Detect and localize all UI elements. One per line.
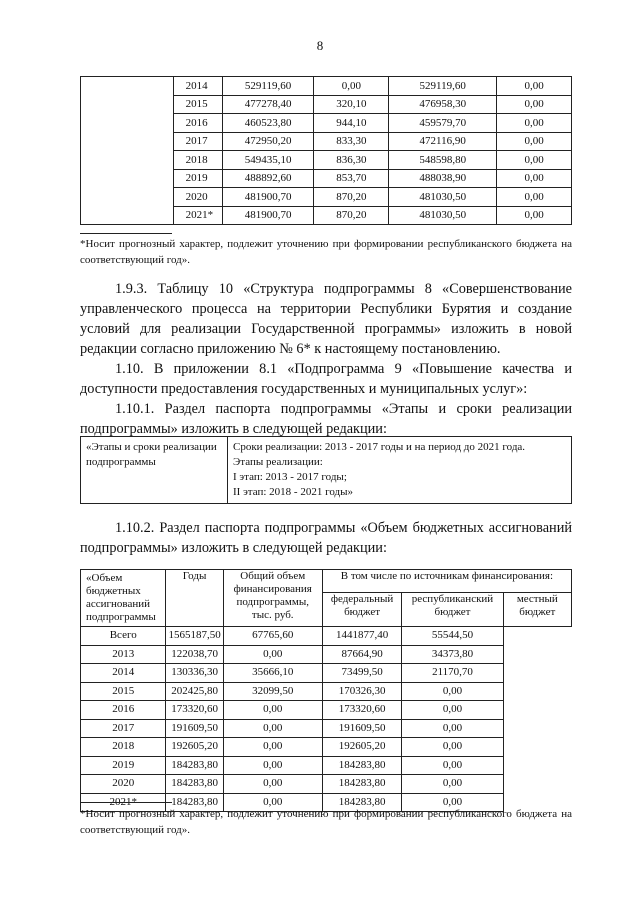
table-cell: 836,30 [314,151,389,170]
budget-label: «Объем бюджетных ассигнований подпрограммы [81,570,166,627]
table-row [81,682,572,701]
footnote-2: *Носит прогнозный характер, подлежит уточнению при формировании республиканского бюджета на соответствующий год». [80,808,572,836]
table-cell: 2013 [81,645,166,664]
table-cell: 1565187,50 [166,627,223,646]
table-cell: 0,00 [314,77,389,96]
table-cell: 548598,80 [389,151,497,170]
table-cell: 2017 [173,132,222,151]
table-row [81,77,572,96]
table-cell: 2016 [173,114,222,133]
table-cell: 0,00 [223,756,322,775]
table-cell: 67765,60 [223,627,322,646]
table-cell: 2018 [81,738,166,757]
table-cell: 173320,60 [166,701,223,720]
table-cell: 191609,50 [322,719,402,738]
table-cell: 0,00 [497,114,572,133]
table-cell: 73499,50 [322,664,402,683]
table-cell: 870,20 [314,188,389,207]
table-cell: 472950,20 [222,132,314,151]
table-cell: 0,00 [497,77,572,96]
table-row [81,775,572,794]
header-federal: федеральный бюджет [322,593,402,627]
table-cell: 2015 [173,95,222,114]
table-cell: 481900,70 [222,188,314,207]
paragraph-1-10: 1.10. В приложении 8.1 «Подпрограмма 9 «Повышение качества и доступности предоставления государственных и муниципальных услуг»: [80,361,572,397]
table-cell: 170326,30 [322,682,402,701]
table-row [81,738,572,757]
table-cell: 0,00 [497,169,572,188]
table-cell: 833,30 [314,132,389,151]
paragraph-1-10-2: 1.10.2. Раздел паспорта подпрограммы «Объем бюджетных ассигнований подпрограммы» изложить в следующей редакции: [80,520,572,556]
stages-line-2: Этапы реализации: [233,456,323,468]
table-cell: 488038,90 [389,169,497,188]
table-cell: 0,00 [223,645,322,664]
table-cell: 184283,80 [322,775,402,794]
table-cell: 0,00 [497,206,572,225]
paragraph-1-9-3: 1.9.3. Таблицу 10 «Структура подпрограммы 8 «Совершенствование управленческого процесса на территории Республики Бурятия и создание условий для реализации Государственной программы» изложить в новой редакции согласно приложению № 6* к настоящему постановлению. [80,281,572,357]
table-cell: 1441877,40 [322,627,402,646]
table-cell: 0,00 [223,701,322,720]
stages-line-4: II этап: 2018 - 2021 годы» [233,486,353,498]
table-cell: 0,00 [402,719,503,738]
table-cell: 35666,10 [223,664,322,683]
header-local: местный бюджет [503,593,571,627]
table-cell: 0,00 [223,793,322,812]
table-cell: 0,00 [223,775,322,794]
table-cell: 130336,30 [166,664,223,683]
table-cell: 2014 [81,664,166,683]
table-cell: 0,00 [497,151,572,170]
footnote-separator-2 [80,802,172,803]
table-cell: 460523,80 [222,114,314,133]
table-row [81,664,572,683]
table-cell: 184283,80 [166,775,223,794]
table-cell: Всего [81,627,166,646]
table-cell: 0,00 [402,701,503,720]
table-cell: 481030,50 [389,206,497,225]
table-cell: 2016 [81,701,166,720]
table-cell: 529119,60 [222,77,314,96]
budget-table [80,569,572,812]
table-cell: 32099,50 [223,682,322,701]
table-cell: 191609,50 [166,719,223,738]
table-cell: 2014 [173,77,222,96]
stages-line-3: I этап: 2013 - 2017 годы; [233,471,347,483]
header-republic: республиканский бюджет [402,593,503,627]
table-cell: 472116,90 [389,132,497,151]
table-cell: 34373,80 [402,645,503,664]
table-cell: 2018 [173,151,222,170]
header-sources: В том числе по источникам финансирования: [322,570,571,593]
table-cell: 2015 [81,682,166,701]
funding-table-continued [80,76,572,225]
table-row [81,756,572,775]
body-text-2 [80,518,572,558]
table-row [81,719,572,738]
table-cell: 0,00 [497,188,572,207]
table-cell: 0,00 [402,682,503,701]
stages-label: «Этапы и сроки реализации подпрограммы [81,437,228,504]
table-cell: 481900,70 [222,206,314,225]
table-cell: 2019 [173,169,222,188]
table-cell: 184283,80 [322,756,402,775]
table-cell: 87664,90 [322,645,402,664]
table-cell: 184283,80 [166,793,223,812]
table-cell: 0,00 [402,793,503,812]
table-cell: 192605,20 [166,738,223,757]
table-row [81,645,572,664]
table-cell: 0,00 [402,738,503,757]
table-cell: 459579,70 [389,114,497,133]
stages-content [228,437,572,504]
table-cell: 184283,80 [166,756,223,775]
table-cell: 21170,70 [402,664,503,683]
header-total: Общий объем финансирования подпрограммы, тыс. руб. [223,570,322,627]
table-cell: 0,00 [223,719,322,738]
table-cell: 2020 [81,775,166,794]
table-cell: 0,00 [402,775,503,794]
table-cell: 0,00 [402,756,503,775]
table-cell: 192605,20 [322,738,402,757]
table-cell: 481030,50 [389,188,497,207]
table-cell: 870,20 [314,206,389,225]
table-cell: 184283,80 [322,793,402,812]
header-years: Годы [166,570,223,627]
table-cell: 2021* [173,206,222,225]
table-cell: 122038,70 [166,645,223,664]
table-cell: 853,70 [314,169,389,188]
table-cell: 549435,10 [222,151,314,170]
table-cell: 173320,60 [322,701,402,720]
stages-line-1: Сроки реализации: 2013 - 2017 годы и на период до 2021 года. [233,441,526,453]
stages-table [80,436,572,504]
blank-label-cell [81,77,174,225]
body-text-1 [80,279,572,439]
table-cell: 2020 [173,188,222,207]
table-cell: 488892,60 [222,169,314,188]
table-row [81,701,572,720]
table-cell: 55544,50 [402,627,503,646]
footnote-1: *Носит прогнозный характер, подлежит уточнению при формировании республиканского бюджета на соответствующий год». [80,238,572,266]
table-cell: 320,10 [314,95,389,114]
table-cell: 2021* [81,793,166,812]
table-cell: 0,00 [497,95,572,114]
table-cell: 0,00 [223,738,322,757]
table-cell: 0,00 [497,132,572,151]
table-cell: 2017 [81,719,166,738]
paragraph-1-10-1: 1.10.1. Раздел паспорта подпрограммы «Этапы и сроки реализации подпрограммы» изложить в следующей редакции: [80,401,572,437]
footnote-separator [80,233,172,234]
table-cell: 2019 [81,756,166,775]
table-cell: 477278,40 [222,95,314,114]
page-number: 8 [316,38,324,53]
table-cell: 944,10 [314,114,389,133]
table-cell: 529119,60 [389,77,497,96]
table-cell: 202425,80 [166,682,223,701]
table-cell: 476958,30 [389,95,497,114]
table-row [81,627,572,646]
